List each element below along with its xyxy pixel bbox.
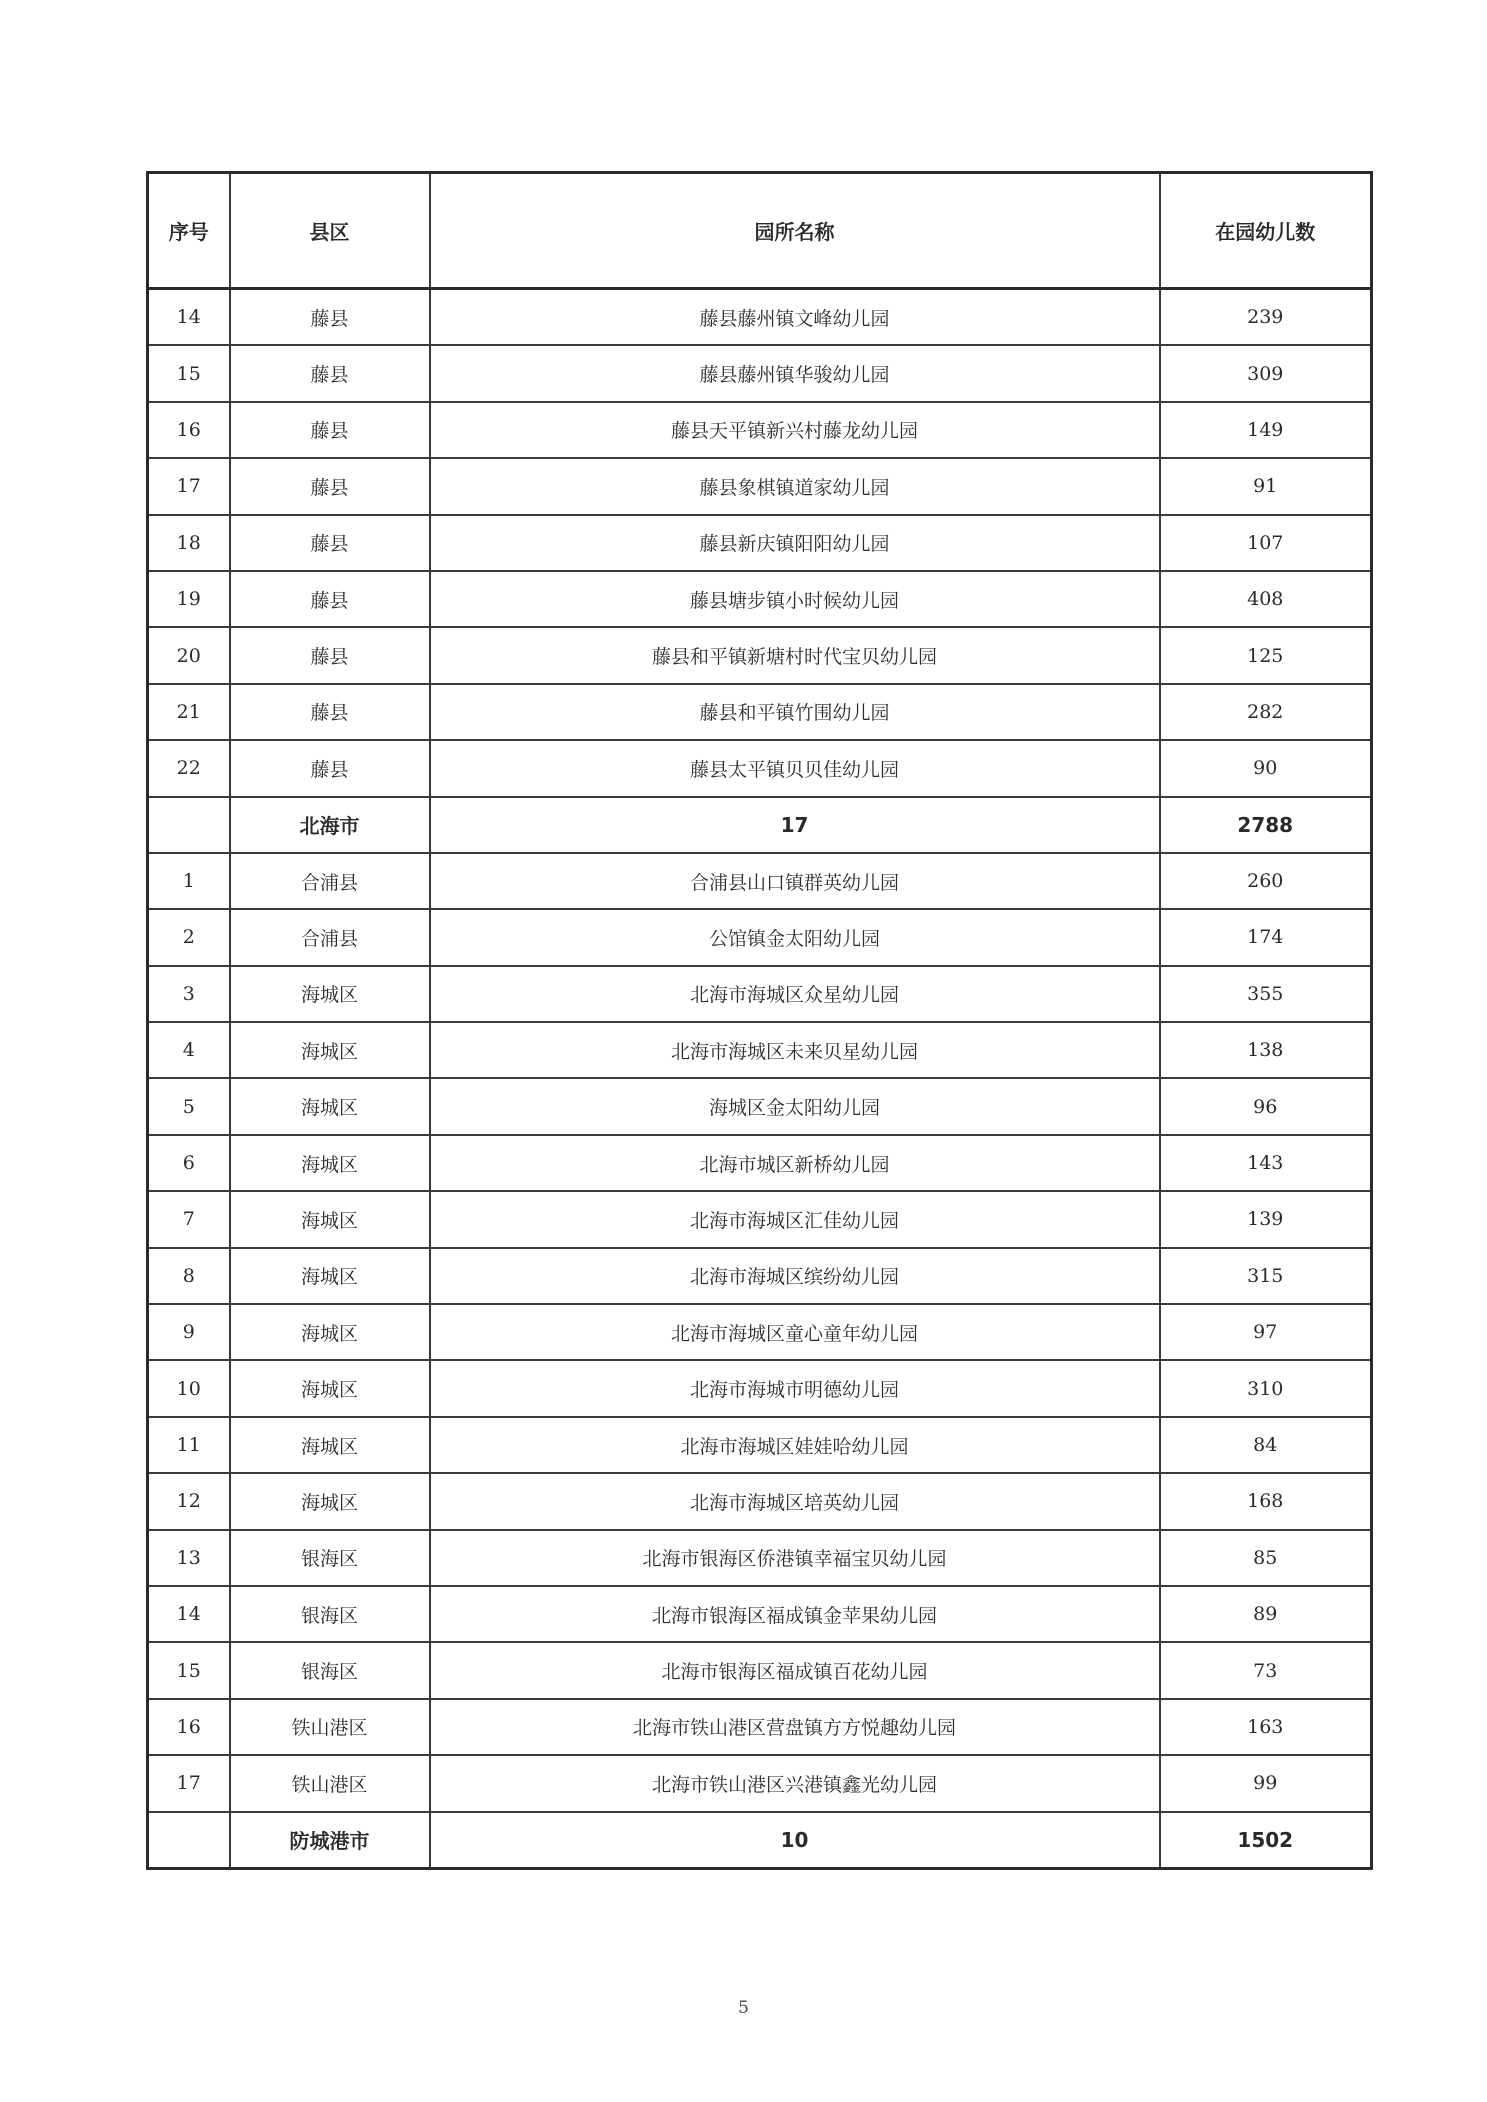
cell-no: 19 <box>148 571 230 627</box>
table-row <box>148 1642 1372 1698</box>
cell-name: 北海市海城区培英幼儿园 <box>430 1473 1160 1529</box>
cell-county: 银海区 <box>230 1642 430 1698</box>
cell-county: 海城区 <box>230 966 430 1022</box>
cell-count: 73 <box>1160 1642 1372 1698</box>
table-row <box>148 515 1372 571</box>
table-row <box>148 345 1372 401</box>
cell-name: 藤县塘步镇小时候幼儿园 <box>430 571 1160 627</box>
table-row <box>148 1022 1372 1078</box>
table-row <box>148 1473 1372 1529</box>
cell-no: 20 <box>148 627 230 683</box>
cell-no: 15 <box>148 1642 230 1698</box>
cell-name: 藤县和平镇竹围幼儿园 <box>430 684 1160 740</box>
cell-name: 藤县天平镇新兴村藤龙幼儿园 <box>430 402 1160 458</box>
cell-count: 90 <box>1160 740 1372 796</box>
cell-count: 2788 <box>1160 797 1372 853</box>
table-row <box>148 1248 1372 1304</box>
table-row <box>148 966 1372 1022</box>
table-row <box>148 1191 1372 1247</box>
cell-count: 107 <box>1160 515 1372 571</box>
cell-no: 16 <box>148 1699 230 1755</box>
cell-county: 铁山港区 <box>230 1699 430 1755</box>
table-row <box>148 627 1372 683</box>
cell-count: 315 <box>1160 1248 1372 1304</box>
cell-no: 15 <box>148 345 230 401</box>
cell-name: 公馆镇金太阳幼儿园 <box>430 909 1160 965</box>
cell-county: 海城区 <box>230 1248 430 1304</box>
cell-no: 21 <box>148 684 230 740</box>
cell-no: 8 <box>148 1248 230 1304</box>
cell-county: 海城区 <box>230 1022 430 1078</box>
cell-county: 海城区 <box>230 1360 430 1416</box>
cell-name: 北海市银海区侨港镇幸福宝贝幼儿园 <box>430 1530 1160 1586</box>
cell-name: 海城区金太阳幼儿园 <box>430 1078 1160 1134</box>
header-county: 县区 <box>230 173 430 289</box>
cell-count: 138 <box>1160 1022 1372 1078</box>
cell-no: 17 <box>148 458 230 514</box>
cell-county: 藤县 <box>230 684 430 740</box>
cell-count: 96 <box>1160 1078 1372 1134</box>
table-header-row <box>148 173 1372 289</box>
cell-count: 139 <box>1160 1191 1372 1247</box>
cell-no: 14 <box>148 289 230 346</box>
cell-name: 藤县象棋镇道家幼儿园 <box>430 458 1160 514</box>
table-row <box>148 853 1372 909</box>
cell-count: 163 <box>1160 1699 1372 1755</box>
table-row <box>148 740 1372 796</box>
cell-no: 17 <box>148 1755 230 1811</box>
table-row <box>148 1417 1372 1473</box>
cell-county: 藤县 <box>230 571 430 627</box>
cell-name: 北海市城区新桥幼儿园 <box>430 1135 1160 1191</box>
cell-county: 藤县 <box>230 515 430 571</box>
table-row <box>148 402 1372 458</box>
cell-count: 310 <box>1160 1360 1372 1416</box>
cell-count: 1502 <box>1160 1812 1372 1869</box>
cell-count: 168 <box>1160 1473 1372 1529</box>
cell-count: 355 <box>1160 966 1372 1022</box>
cell-count: 85 <box>1160 1530 1372 1586</box>
cell-county: 银海区 <box>230 1530 430 1586</box>
cell-county: 北海市 <box>230 797 430 853</box>
cell-count: 91 <box>1160 458 1372 514</box>
cell-name: 北海市海城市明德幼儿园 <box>430 1360 1160 1416</box>
cell-count: 125 <box>1160 627 1372 683</box>
cell-count: 99 <box>1160 1755 1372 1811</box>
cell-no <box>148 1812 230 1869</box>
cell-name: 北海市银海区福成镇百花幼儿园 <box>430 1642 1160 1698</box>
cell-name: 北海市海城区娃娃哈幼儿园 <box>430 1417 1160 1473</box>
cell-no: 16 <box>148 402 230 458</box>
cell-name: 藤县新庆镇阳阳幼儿园 <box>430 515 1160 571</box>
cell-name: 10 <box>430 1812 1160 1869</box>
cell-no: 10 <box>148 1360 230 1416</box>
subtotal-row <box>148 1812 1372 1869</box>
cell-no: 11 <box>148 1417 230 1473</box>
cell-county: 海城区 <box>230 1304 430 1360</box>
cell-county: 银海区 <box>230 1586 430 1642</box>
cell-name: 北海市海城区缤纷幼儿园 <box>430 1248 1160 1304</box>
header-no: 序号 <box>148 173 230 289</box>
cell-no: 12 <box>148 1473 230 1529</box>
cell-county: 藤县 <box>230 289 430 346</box>
cell-county: 防城港市 <box>230 1812 430 1869</box>
table-body <box>148 289 1372 1869</box>
header-name: 园所名称 <box>430 173 1160 289</box>
cell-county: 铁山港区 <box>230 1755 430 1811</box>
cell-no: 14 <box>148 1586 230 1642</box>
cell-county: 海城区 <box>230 1135 430 1191</box>
cell-no: 18 <box>148 515 230 571</box>
cell-count: 97 <box>1160 1304 1372 1360</box>
cell-count: 282 <box>1160 684 1372 740</box>
cell-name: 北海市铁山港区兴港镇鑫光幼儿园 <box>430 1755 1160 1811</box>
cell-county: 海城区 <box>230 1191 430 1247</box>
table-row <box>148 1304 1372 1360</box>
cell-count: 408 <box>1160 571 1372 627</box>
table-row <box>148 1530 1372 1586</box>
cell-name: 17 <box>430 797 1160 853</box>
cell-county: 合浦县 <box>230 853 430 909</box>
cell-name: 北海市铁山港区营盘镇方方悦趣幼儿园 <box>430 1699 1160 1755</box>
page-number: 5 <box>738 1998 749 2018</box>
kindergarten-table <box>146 171 1373 1870</box>
cell-county: 藤县 <box>230 345 430 401</box>
cell-no: 9 <box>148 1304 230 1360</box>
cell-name: 藤县和平镇新塘村时代宝贝幼儿园 <box>430 627 1160 683</box>
cell-no: 22 <box>148 740 230 796</box>
cell-count: 84 <box>1160 1417 1372 1473</box>
cell-no: 13 <box>148 1530 230 1586</box>
cell-county: 海城区 <box>230 1473 430 1529</box>
table-row <box>148 1135 1372 1191</box>
table-row <box>148 1699 1372 1755</box>
cell-no: 1 <box>148 853 230 909</box>
header-count: 在园幼儿数 <box>1160 173 1372 289</box>
table-row <box>148 289 1372 346</box>
table-row <box>148 684 1372 740</box>
cell-county: 藤县 <box>230 740 430 796</box>
cell-name: 北海市海城区汇佳幼儿园 <box>430 1191 1160 1247</box>
cell-name: 藤县太平镇贝贝佳幼儿园 <box>430 740 1160 796</box>
table-row <box>148 458 1372 514</box>
subtotal-row <box>148 797 1372 853</box>
cell-count: 239 <box>1160 289 1372 346</box>
cell-count: 309 <box>1160 345 1372 401</box>
cell-count: 260 <box>1160 853 1372 909</box>
cell-county: 合浦县 <box>230 909 430 965</box>
cell-count: 143 <box>1160 1135 1372 1191</box>
cell-no: 3 <box>148 966 230 1022</box>
cell-no: 6 <box>148 1135 230 1191</box>
cell-name: 北海市海城区童心童年幼儿园 <box>430 1304 1160 1360</box>
cell-no: 7 <box>148 1191 230 1247</box>
cell-no: 4 <box>148 1022 230 1078</box>
cell-count: 149 <box>1160 402 1372 458</box>
cell-county: 藤县 <box>230 627 430 683</box>
cell-name: 北海市银海区福成镇金苹果幼儿园 <box>430 1586 1160 1642</box>
cell-name: 藤县藤州镇文峰幼儿园 <box>430 289 1160 346</box>
cell-name: 藤县藤州镇华骏幼儿园 <box>430 345 1160 401</box>
cell-county: 海城区 <box>230 1078 430 1134</box>
table-row <box>148 909 1372 965</box>
cell-county: 藤县 <box>230 402 430 458</box>
cell-name: 合浦县山口镇群英幼儿园 <box>430 853 1160 909</box>
cell-no: 2 <box>148 909 230 965</box>
cell-county: 藤县 <box>230 458 430 514</box>
table-row <box>148 1078 1372 1134</box>
cell-name: 北海市海城区众星幼儿园 <box>430 966 1160 1022</box>
cell-count: 89 <box>1160 1586 1372 1642</box>
table-row <box>148 1360 1372 1416</box>
cell-count: 174 <box>1160 909 1372 965</box>
cell-name: 北海市海城区未来贝星幼儿园 <box>430 1022 1160 1078</box>
table-row <box>148 1755 1372 1811</box>
cell-no <box>148 797 230 853</box>
cell-county: 海城区 <box>230 1417 430 1473</box>
cell-no: 5 <box>148 1078 230 1134</box>
table-row <box>148 571 1372 627</box>
table-row <box>148 1586 1372 1642</box>
